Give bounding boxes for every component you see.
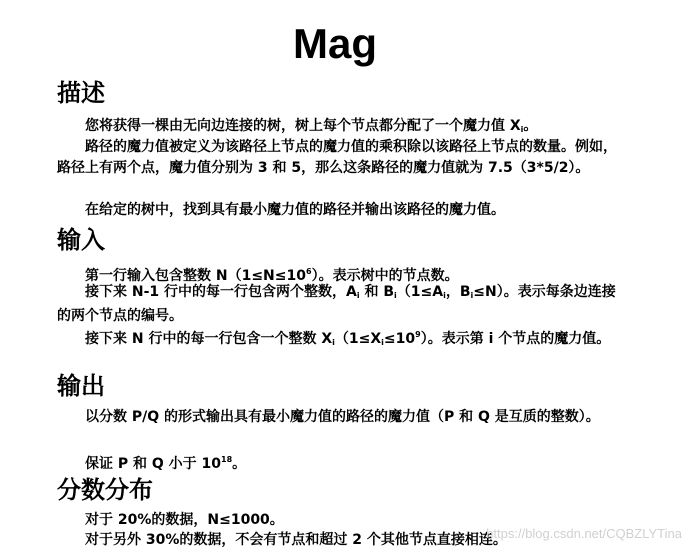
- heading-input: 输入: [57, 226, 105, 254]
- input-p2-part-d: ，B: [445, 284, 471, 300]
- output-paragraph-2: [57, 449, 617, 475]
- input-p3-sub-2: i: [381, 338, 384, 347]
- description-paragraph-2: 路径的魔力值被定义为该路径上节点的魔力值的乘积除以该路径上节点的数量。例如，路径上有两个点，魔力值分别为 3 和 5，那么这条路径的魔力值就为 7.5（3*5/2）。: [57, 139, 617, 176]
- output-p2-tail: 。: [232, 456, 247, 472]
- output-p2-superscript: 18: [221, 455, 233, 464]
- input-p3-superscript: 9: [415, 330, 421, 339]
- input-paragraph-2: [57, 282, 617, 327]
- output-p2-text: 保证 P 和 Q 小于 10: [85, 456, 222, 472]
- heading-description: 描述: [57, 79, 105, 107]
- output-paragraph-1: 以分数 P/Q 的形式输出具有最小魔力值的路径的魔力值（P 和 Q 是互质的整数）。: [85, 409, 600, 425]
- scoring-paragraph-1: 对于 20%的数据，N≤1000。: [85, 512, 284, 528]
- scoring-paragraph-2: 对于另外 30%的数据，不会有节点和超过 2 个其他节点直接相连。: [85, 532, 507, 548]
- input-p2-sub-4: i: [470, 291, 474, 300]
- watermark-text: https://blog.csdn.net/CQBZLYTina: [486, 526, 682, 541]
- input-p2-sub-3: i: [443, 291, 446, 300]
- input-p2-part-c: （1≤A: [396, 284, 444, 300]
- input-p1-superscript: 6: [306, 267, 312, 276]
- input-p3-part-b: （1≤X: [334, 331, 382, 347]
- input-p1-text: 第一行输入包含整数 N（1≤N≤10: [85, 268, 306, 284]
- input-p2-sub-1: i: [356, 291, 360, 300]
- page-title: Mag: [293, 20, 377, 67]
- input-p2-part-e: ≤N）。表示每条边连接的两个节点的编号。: [57, 284, 616, 324]
- heading-scoring: 分数分布: [57, 476, 153, 504]
- input-p2-sub-2: i: [394, 291, 397, 300]
- input-paragraph-3: [57, 324, 617, 353]
- input-p2-part-a: 接下来 N-1 行中的每一行包含两个整数，A: [85, 284, 357, 300]
- input-p3-part-c: ≤10: [383, 331, 416, 347]
- input-p3-sub-1: i: [332, 338, 335, 347]
- description-p1-text: 您将获得一棵由无向边连接的树，树上每个节点都分配了一个魔力值 X: [85, 118, 521, 134]
- heading-output: 输出: [57, 372, 105, 400]
- input-p3-part-a: 接下来 N 行中的每一行包含一个整数 X: [85, 331, 333, 347]
- description-p1-subscript: i: [520, 125, 524, 134]
- input-p1-tail: ）。表示树中的节点数。: [311, 268, 459, 284]
- input-p2-part-b: 和 B: [359, 284, 395, 300]
- description-paragraph-3: 在给定的树中，找到具有最小魔力值的路径并输出该路径的魔力值。: [85, 202, 505, 218]
- description-p1-tail: 。: [523, 118, 538, 134]
- input-p3-part-d: ）。表示第 i 个节点的魔力值。: [420, 331, 611, 347]
